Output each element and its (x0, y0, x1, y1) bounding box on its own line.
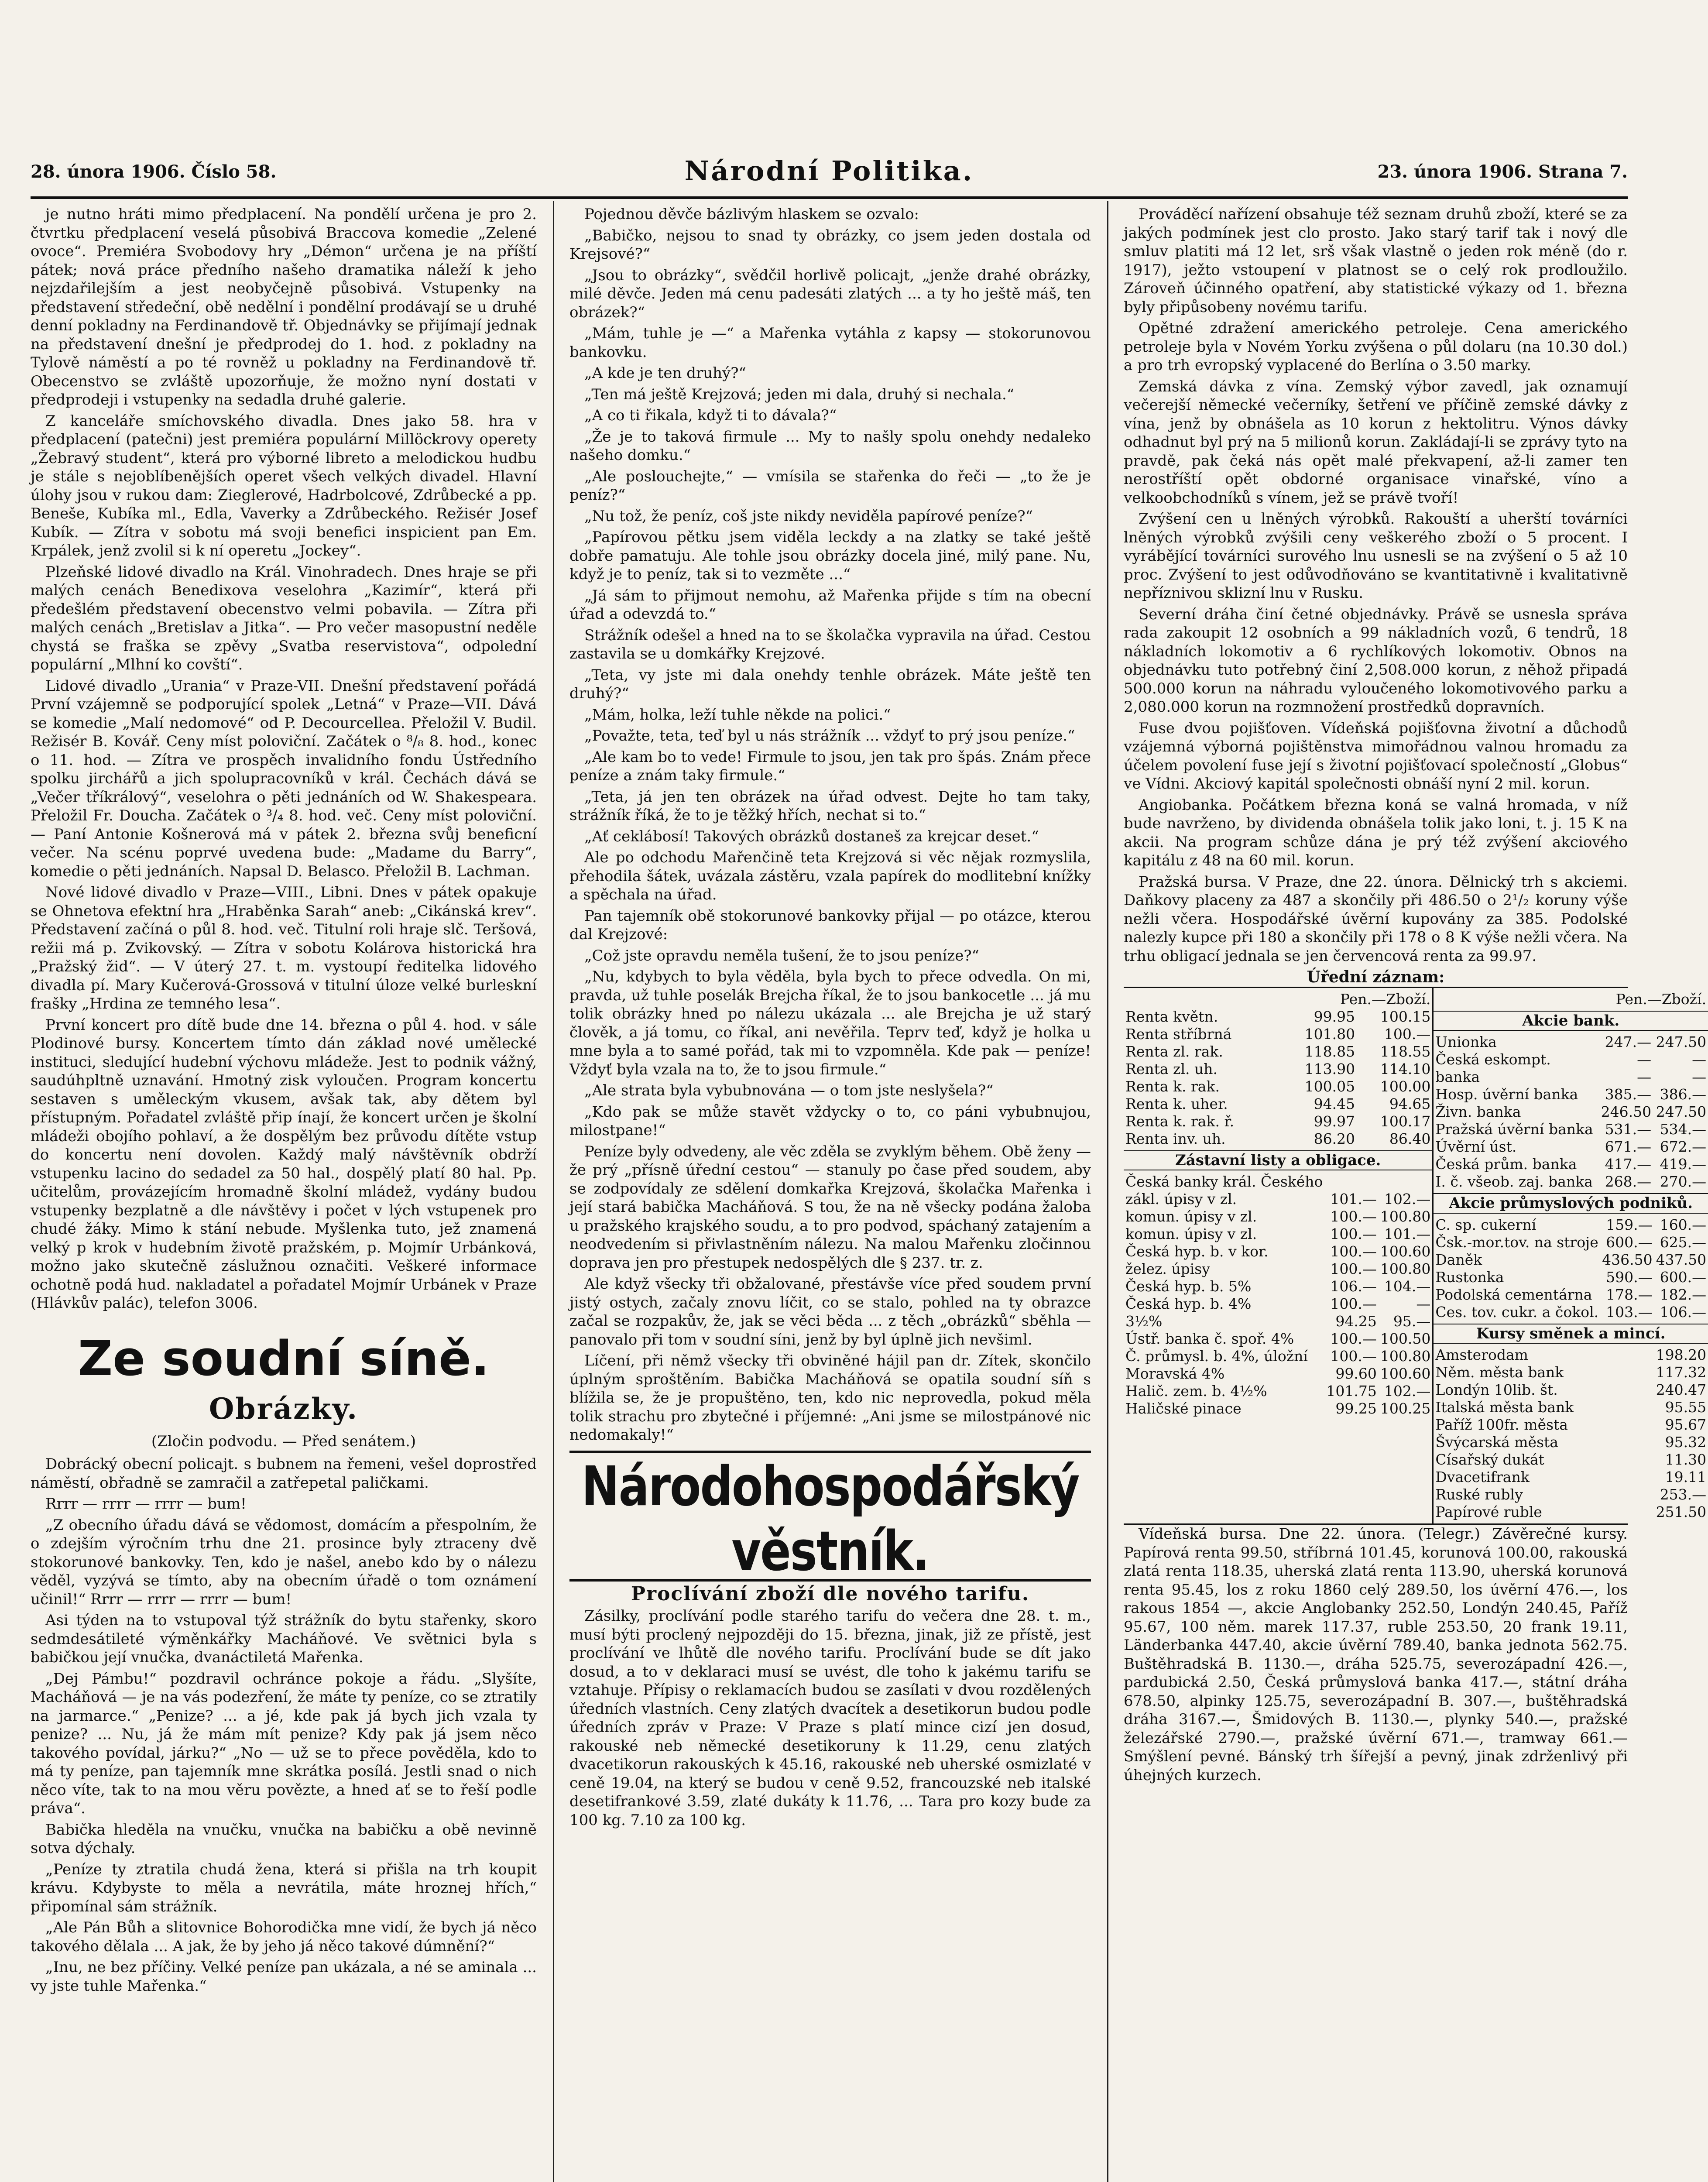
row-value: 247.— (1605, 1033, 1652, 1050)
section-rule (569, 1451, 1091, 1453)
row-value: 534.— (1660, 1121, 1707, 1138)
row-value: 104.— (1384, 1278, 1431, 1295)
table-row (1124, 1295, 1432, 1313)
exchange-table (1434, 1346, 1708, 1521)
row-value: 100.15 (1380, 1008, 1431, 1025)
bank-table (1434, 1033, 1708, 1190)
row-value: 100.— (1330, 1260, 1377, 1277)
row-value: 270.— (1660, 1173, 1707, 1190)
row-value: 86.40 (1389, 1130, 1431, 1147)
row-value: 178.— (1606, 1286, 1653, 1303)
table-row (1124, 1330, 1432, 1348)
row-value: 182.— (1660, 1286, 1707, 1303)
table-row (1124, 1278, 1432, 1295)
row-value: 118.85 (1304, 1043, 1355, 1060)
row-label: Moravská 4% (1125, 1365, 1225, 1382)
article-paragraph: „A kde je ten druhý?“ (584, 364, 746, 382)
article-paragraph: Babička hleděla na vnučku, vnučka na babičku a obě nevinně sotva dýchaly. (31, 1821, 537, 1857)
table-row (1124, 1026, 1432, 1043)
table-row (1434, 1286, 1708, 1304)
column-2 (569, 205, 1091, 2182)
article-paragraph: Nové lidové divadlo v Praze—VIII., Libni. Dnes v pátek opakuje se Ohnetova efektní hra „Hraběnka Sarah“ aneb: „Cikánská krev“. Představení začíná o půl 8. hod. več. Titulní roli hraje slč. Teršová, režii má p. Zvikovský. — Zítra v sobotu Kolárova historická hra „Pražský žid“. — V úterý 27. t. m. vystoupí ředitelka lidového divadla pí. Mary Kučerová-Grossová v titulní úloze velké burleskní frašky „Hrdina ze temného lesa“. (31, 884, 537, 1012)
row-value (1379, 1173, 1432, 1190)
article-paragraph: Zemská dávka z vína. Zemský výbor zavedl, jak oznamují večerejší německé večerníky, šetření ve příčině zemské dávky z vína, jenž by obnášela as 10 korun z hektolitru. Výnos dávky odhadnut byl prý na 5 milionů korun. Zakládají-li se zprávy tyto na pravdě, pak čeká nás opět malé překvapení, až-li zamer ten nerostříští opět obdorné organisace vinařské, víno a velkoobchodníků s vínem, jež se právě tvoří! (1124, 377, 1628, 507)
row-label: Česká eskompt. (1435, 1051, 1551, 1068)
article-paragraph: „Což jste opravdu neměla tušení, že to jsou peníze?“ (584, 947, 979, 964)
row-value: 100.80 (1380, 1260, 1431, 1277)
article-title: Obrázky. (209, 1391, 359, 1426)
column-rule (1107, 201, 1108, 2182)
row-label: Hosp. úvěrní banka (1435, 1086, 1578, 1103)
row-label: 3½% (1125, 1313, 1163, 1330)
row-label: Daněk (1435, 1251, 1482, 1268)
row-label: Česká prům. banka (1435, 1156, 1577, 1173)
article-paragraph: „Nu tož, že peníz, coš jste nikdy neviděla papírové peníze?“ (584, 507, 1033, 525)
row-value: 100.25 (1380, 1400, 1431, 1417)
row-value: 531.— (1605, 1121, 1652, 1138)
table-row (1434, 1399, 1708, 1416)
row-value: 671.— (1605, 1138, 1652, 1155)
row-value: 101.— (1384, 1225, 1431, 1242)
table-subheading: Akcie bank. (1434, 1011, 1708, 1031)
article-paragraph: Vídeňská bursa. Dne 22. února. (Telegr.) Závěrečné kursy. Papírová renta 99.50, stříbrná 101.45, korunová 100.00, rakouská zlatá renta 118.35, uherská zlatá renta 113.90, uherská korunová renta 95.45, los z roku 1860 celý 289.50, los úvěrní 476.—, los rakous 1854 —, akcie Anglobanky 252.50, Londýn 240.45, Paříž 95.67, 100 něm. marek 117.37, ruble 253.50, 20 frank 19.11, Länderbanka 447.40, akcie úvěrní 789.40, banka jednota 562.75. Buštěhradská B. 1130.—, dráha 525.75, severozápadní 426.—, pardubická 2.50, Česká průmyslová banka 417.—, státní dráha 678.50, alpinky 125.75, severozápadní B. 307.—, buštěhradská dráha 3167.—, Šmidových B. 1130.—, plynky 540.—, pražské železářské 2790.—, pražské úvěrní 671.—, tramway 661.— Smýšlení pevné. Bánský trh šířejší a pevný, jinak zdrženlivý při úhejných kurzech. (1124, 1525, 1628, 1784)
table-row (1124, 1225, 1432, 1243)
article-paragraph: „Považte, teta, teď byl u nás strážník ... vždyť to prý jsou peníze.“ (584, 727, 1075, 744)
row-value: 100.— (1384, 1025, 1431, 1043)
article-paragraph: „Kdo pak se může stavět vždycky o to, co páni vybubnujou, milostpane!“ (569, 1103, 1091, 1139)
article-paragraph: Ale po odchodu Mařenčině teta Krejzová si věc nějak rozmyslila, přehodila šátek, uvázala zástěru, vzala papírek do modlitební knížky a spěchala na úřad. (569, 849, 1091, 903)
section-heading: Národohospodářský věstník. (581, 1454, 1079, 1583)
issue-date-left: 28. února 1906. Číslo 58. (31, 161, 277, 182)
row-label: Rustonka (1435, 1268, 1504, 1286)
article-paragraph: Asi týden na to vstupoval týž strážník do bytu stařenky, skoro sedmdesátileté výměnkářky Macháňové. Ve světnici byla s babičkou její vnučka, dvanáctiletá Mařenka. (31, 1612, 537, 1666)
table-row (1124, 1348, 1432, 1365)
article-paragraph: Fuse dvou pojišťoven. Vídeňská pojišťovna životní a důchodů vzájemná výborná pojištěnstva mimořádnou valnou hromadu za účelem povolení fuse její s životní pojišťovací společností „Globus“ ve Vídni. Akciový kapitál společnosti obnáší nyní 2 mil. korun. (1124, 719, 1628, 793)
table-row (1124, 1113, 1432, 1130)
page-header (31, 148, 1628, 199)
article-paragraph: Líčení, při němž všecky tři obviněné hájil pan dr. Zítek, skončilo úplným sproštěním. Babička Macháňová se opatila soudní síň s blížila se, že je propuštěno, ten, kdo nic neprovedla, pokud měla tolik strachu pro zbytečné i příjemné: „Ani jsme se milostpánové nic nedomakaly!“ (569, 1352, 1091, 1444)
row-value: 99.60 (1335, 1365, 1377, 1382)
article-paragraph: „Ale Pán Bůh a slitovnice Bohorodička mne vidí, že bych já něco takového dělala ... A jak, že by jeho já něco takové dúmnění?“ (31, 1919, 537, 1955)
table-row (1434, 1156, 1708, 1173)
table-row (1124, 1130, 1432, 1148)
table-header: Pen.—Zboží. (1340, 990, 1431, 1008)
row-label: Česká hyp. b. 5% (1125, 1278, 1252, 1295)
article-paragraph: „Ať ceklábosí! Takových obrázků dostaneš za krejcar deset.“ (584, 827, 1039, 845)
row-value: 437.50 (1656, 1251, 1707, 1268)
article-paragraph: „Ale poslouchejte,“ — vmísila se stařenka do řeči — „to že je peníz?“ (569, 467, 1091, 504)
row-value: 86.20 (1314, 1130, 1355, 1147)
table-row (1434, 1416, 1708, 1434)
row-label: Ústř. banka č. spoř. 4% (1125, 1330, 1294, 1347)
row-value: — (1692, 1051, 1707, 1068)
row-value: 99.95 (1314, 1008, 1355, 1025)
row-label: Amsterodam (1435, 1346, 1528, 1363)
row-label: Halič. zem. b. 4½% (1125, 1383, 1267, 1400)
row-label: Pražská úvěrní banka (1435, 1121, 1593, 1138)
table-row (1124, 1400, 1432, 1417)
table-row (1124, 1365, 1432, 1383)
row-value: 100.— (1330, 1208, 1377, 1225)
article-paragraph: Plzeňské lidové divadlo na Král. Vinohradech. Dnes hraje se při malých cenách Benedixova veselohra „Kazimír“, která při předešlém představení obecenstvo velmi pobavila. — Zítra při malých cenách „Bretislav a Jitka“. — Pro večer masopustní neděle chystá se fraška se zpěvy „Svatba reservistova“, odpolední populární „Mlhní ko covští“. (31, 563, 537, 673)
row-label: Renta květn. (1125, 1008, 1218, 1025)
table-subheading: Kursy směnek a mincí. (1434, 1324, 1708, 1344)
table-row (1124, 1383, 1432, 1400)
row-value: 106.— (1660, 1303, 1707, 1321)
row-label: Paříž 100fr. města (1435, 1416, 1568, 1433)
row-value: 101.80 (1304, 1025, 1355, 1043)
row-value: 118.55 (1380, 1043, 1431, 1060)
row-value: 94.65 (1389, 1095, 1431, 1112)
row-value: 99.97 (1314, 1112, 1355, 1130)
row-label: Ces. tov. cukr. a čokol. (1435, 1303, 1599, 1321)
row-label: Renta k. rak. (1125, 1077, 1220, 1095)
row-value: 100.— (1330, 1243, 1377, 1260)
row-value: 11.30 (1665, 1451, 1707, 1468)
issue-date-right: 23. února 1906. Strana 7. (1377, 161, 1628, 182)
row-value: 419.— (1660, 1156, 1707, 1173)
row-label: komun. úpisy v zl. (1125, 1208, 1257, 1225)
row-label: Č. průmysl. b. 4%, úložní (1125, 1348, 1308, 1365)
bank-shares-table (1434, 991, 1708, 1008)
table-row (1434, 1486, 1708, 1503)
article-paragraph: „Ten má ještě Krejzová; jeden mi dala, druhý si nechala.“ (584, 385, 1015, 403)
article-paragraph: Zvýšení cen u lněných výrobků. Rakouští a uherští továrníci lněných výrobků zvýšili ceny veškerého zboží o 5 procent. I vyrábějící továrníci surového lnu usnesli se na zvýšení o 5 až 10 proc. Zvýšení to jest odůvodňováno se kvantitativně i kvalitativně nepříznivou sklizní lnu v Rusku. (1124, 510, 1628, 602)
row-label: Renta inv. uh. (1125, 1130, 1226, 1147)
row-value: 198.20 (1656, 1346, 1707, 1363)
table-row (1434, 1251, 1708, 1269)
row-label: Česká hyp. b. v kor. (1125, 1243, 1269, 1260)
industry-table (1434, 1216, 1708, 1321)
row-value: 95.55 (1665, 1399, 1707, 1416)
row-value: 385.— (1605, 1086, 1652, 1103)
row-label: komun. úpisy v zl. (1125, 1225, 1257, 1242)
table-row (1434, 1503, 1708, 1521)
article-paragraph: „Babičko, nejsou to snad ty obrázky, co jsem jeden dostala od Krejsové?“ (569, 226, 1091, 263)
row-value: 240.47 (1656, 1381, 1707, 1398)
table-row (1434, 1138, 1708, 1156)
row-label: želez. úpisy (1125, 1260, 1210, 1277)
row-value: — (1637, 1051, 1652, 1068)
row-value: 160.— (1660, 1216, 1707, 1233)
table-row (1434, 1068, 1708, 1086)
row-value: 251.50 (1656, 1503, 1707, 1520)
row-value: 672.— (1660, 1138, 1707, 1155)
row-value: 600.— (1660, 1268, 1707, 1286)
table-row (1124, 1190, 1432, 1208)
row-value: 417.— (1605, 1156, 1652, 1173)
row-value: 103.— (1606, 1303, 1653, 1321)
table-row (1124, 1078, 1432, 1095)
row-value: 253.— (1660, 1486, 1707, 1503)
row-label: Renta stříbrná (1125, 1025, 1232, 1043)
row-label: Čsk.-mor.tov. na stroje (1435, 1233, 1598, 1251)
article-paragraph: „Já sám to přijmout nemohu, až Mařenka přijde s tím na obecní úřad a odevzdá to.“ (569, 587, 1091, 623)
row-label: Renta zl. rak. (1125, 1043, 1223, 1060)
table-row (1124, 1008, 1432, 1026)
table-subheading: Akcie průmyslových podniků. (1434, 1193, 1708, 1214)
row-value: 95.67 (1665, 1416, 1707, 1433)
row-value: 100.60 (1380, 1365, 1431, 1382)
row-label: Renta zl. uh. (1125, 1060, 1218, 1077)
table-row (1124, 1243, 1432, 1260)
table-row (1434, 1121, 1708, 1138)
row-value: 100.— (1330, 1348, 1377, 1365)
row-value: 386.— (1660, 1086, 1707, 1103)
table-row (1434, 1381, 1708, 1399)
row-value: 100.50 (1380, 1330, 1431, 1347)
table-row (1434, 1103, 1708, 1121)
row-value: 159.— (1606, 1216, 1653, 1233)
column-1 (31, 205, 537, 2182)
article-paragraph: „Že je to taková firmule ... My to našly spolu onehdy nedaleko našeho domku.“ (569, 428, 1091, 464)
row-value: 247.50 (1656, 1103, 1707, 1120)
row-label: Něm. města bank (1435, 1364, 1564, 1381)
article-paragraph: „Inu, ne bez příčiny. Velké peníze pan ukázala, a né se aminala ... vy jste tuhle Mařenka.“ (31, 1959, 537, 1995)
row-value: — (1416, 1295, 1431, 1312)
row-label: Italská města bank (1435, 1399, 1574, 1416)
row-value: — (1692, 1068, 1707, 1085)
table-row (1124, 1313, 1432, 1330)
row-value: 100.— (1330, 1295, 1377, 1312)
row-label: zákl. úpisy v zl. (1125, 1190, 1237, 1208)
article-paragraph: Zásilky, proclívání podle starého tarifu do večera dne 28. t. m., musí býti proclený nejpozději do 15. března, jinak, již ze přístě, jest proclívání ve lhůtě dle nového tarifu. Proclívání bude se dít jako dosud, a to v deklaraci musí se uvést, dle toho k jakému tarifu se vztahuje. Přípisy o reklamacích budou se zasílati v dvou rozdělených úředních vlastních. Ceny zlatých dvacítek a desetikorun budou podle úředních zpráv v Praze: V Praze s platí mince cizí jen dosud, rakouské neb německé desetikoruny k 11.29, cenu zlatých dvacetikorun rakouských k 45.16, rakouské neb uherské osmizlaté v ceně 19.04, na který se budou v ceně 9.52, francouzské neb italské desetifrankové 3.59, zlaté dukáty k 11.76, ... Tara pro kozy bude za 100 kg. 7.10 za 100 kg. (569, 1607, 1091, 1829)
row-value: 94.25 (1335, 1313, 1377, 1330)
row-value: 106.— (1330, 1278, 1377, 1295)
row-label: Švýcarská města (1435, 1434, 1558, 1451)
row-value: 100.— (1330, 1225, 1377, 1242)
row-value: 102.— (1384, 1190, 1431, 1208)
quote-table-title: Úřední záznam: (1307, 968, 1445, 986)
column-rule (553, 201, 554, 2182)
article-paragraph: Prováděcí nařízení obsahuje též seznam druhů zboží, které se za jakých podmínek jest clo prosto. Jako starý tarif tak i nový dle smluv platiti má 12 let, srš však vlastně o jeden rok méně (do r. 1917), ježto vstoupení v platnost se o celý rok prodloužilo. Zároveň účinného opatření, aby statistické výkazy od 1. března byly připůsobeny novému tarifu. (1124, 206, 1628, 316)
row-value: 246.50 (1601, 1103, 1652, 1120)
row-value: 95.32 (1665, 1434, 1707, 1451)
row-label: Dvacetifrank (1435, 1468, 1530, 1486)
article-paragraph: První koncert pro dítě bude dne 14. března o půl 4. hod. v sále Plodinové bursy. Koncertem tímto dán základ nové umělecké instituci, sledující hudební výchovu mládeže. Jest to podnik vážný, saudúhpltně uznavání. Hmotný zisk vyloučen. Program koncertu sestaven s uměleckým vkusem, avšak tak, aby dětem byl přístupným. Pořadatel zvláště přip ínají, že koncert určen je školní mládeži obojího pohlaví, a že dospělým bez průvodu dítěte vstup do koncertu není dovolen. Každý malý návštěvník obdrží vstupenku lacino do sedadel za 50 hal., dospělý platí 80 hal. Pp. učitelům, provázejícím hromadně školní mládež, vydány budou vstupenky bezplatně a dle návštěvy i počet v lých vstupenek pro chudé žáky. Mimo k stání nebude. Myšlenka tuto, jež znamená velký p krok v hudebním životě pražském, p. Mojmír Urbánková, možno jako skutečně záslužnou označiti. Veškeré informace ochotně podá hud. nakladatel a pořadatel Mojmír Urbánek v Praze (Hlávkův palác), telefon 3006. (31, 1016, 537, 1312)
table-row (1434, 1269, 1708, 1286)
article-paragraph: Peníze byly odvedeny, ale věc zděla se zvyklým během. Obě ženy — že prý „přísně úřední cestou“ — stanuly po čase před soudem, aby se zodpovídaly ze sdělení domkařka Krejzová, školačka Mařenka i její stará babička Macháňová. S tou, že na ně všecky podána žaloba u pražského krajského soudu, a to pro podvod, spáchaný zatajením a neodvedením si přivlastněním nálezu. Na malou Mařenku zločinnou doprava jen pro přestupek nedospělých dle § 237. tr. z. (569, 1142, 1091, 1272)
table-row (1434, 1234, 1708, 1251)
row-value: 113.90 (1304, 1060, 1355, 1077)
row-label: Papírové ruble (1435, 1503, 1542, 1520)
row-value: 19.11 (1665, 1468, 1707, 1486)
quote-table (1124, 987, 1707, 1525)
article-paragraph: „Papírovou pětku jsem viděla leckdy a na zlatky se také ještě dobře pamatuju. Ale tohle jsou obrázky docela jiné, milý pane. Nu, když je to peníz, tak si to vezměte ...“ (569, 528, 1091, 583)
row-label: C. sp. cukerní (1435, 1216, 1537, 1233)
row-label: Podolská cementárna (1435, 1286, 1592, 1303)
article-paragraph: „Peníze ty ztratila chudá žena, která si přišla na trh koupit krávu. Kdybyste to měla a nevrátila, máte hroznej hřích,“ připomínal sám strážník. (31, 1860, 537, 1915)
table-row (1434, 1086, 1708, 1103)
masthead: Národní Politika. (684, 155, 974, 187)
row-label: Česká hyp. b. 4% (1125, 1295, 1252, 1312)
quote-table-right (1434, 988, 1708, 1524)
article-paragraph: Rrrr — rrrr — rrrr — bum! (45, 1495, 247, 1513)
row-label: Renta k. rak. ř. (1125, 1112, 1235, 1130)
row-value: 100.05 (1304, 1077, 1355, 1095)
quote-table-left (1124, 988, 1434, 1524)
row-value: 100.60 (1380, 1243, 1431, 1260)
row-label: Unionka (1435, 1033, 1497, 1050)
row-value: 590.— (1606, 1268, 1653, 1286)
table-row (1434, 1216, 1708, 1234)
row-value: 100.80 (1380, 1348, 1431, 1365)
article-paragraph: „A co ti řikala, když ti to dávala?“ (584, 407, 837, 424)
table-row (1124, 1095, 1432, 1113)
row-label: Londýn 10lib. št. (1435, 1381, 1558, 1398)
row-value: 114.10 (1380, 1060, 1431, 1077)
row-label: banka (1435, 1068, 1480, 1085)
row-value: 268.— (1605, 1173, 1652, 1190)
article-paragraph: Strážník odešel a hned na to se školačka vypravila na úřad. Cestou zastavila se u domkářky Krejzové. (569, 626, 1091, 662)
article-paragraph: Pan tajemník obě stokorunové bankovky přijal — po otázce, kterou dal Krejzové: (569, 907, 1091, 943)
article-paragraph: Severní dráha činí četné objednávky. Právě se usnesla správa rada zakoupit 12 osobních a 99 nákladních vozů, 6 tendrů, 18 nákladních lokomotiv a 6 rychlíkových lokomotiv. Obnos na objednávku tuto potřebný činí 2,508.000 korun, z něhož připadá 500.000 korun na náhradu vyloučeného lokomotivového parku a 2,080.000 korun na rozmnožení prostředků dopravních. (1124, 605, 1628, 716)
article-paragraph: „Mám, holka, leží tuhle někde na polici.“ (584, 706, 891, 724)
row-value: 436.50 (1602, 1251, 1653, 1268)
table-row (1434, 1051, 1708, 1068)
rent-table (1124, 991, 1432, 1148)
table-row (1124, 1060, 1432, 1078)
table-row (1434, 1033, 1708, 1051)
row-value (1324, 1173, 1378, 1190)
article-paragraph: Pražská bursa. V Praze, dne 22. února. Dělnický trh s akciemi. Daňkovy placeny za 487 a skončily při 486.50 o 2¹/₂ koruny výše nežli včera. Hospodářské úvěrní kupovány za 385. Podolské nalezly kupce při 180 a skončily při 178 o 8 K výše nežli včera. Na trhu obligací jednala se jen červencová renta za 99.97. (1124, 873, 1628, 965)
table-row (1434, 1346, 1708, 1364)
article-paragraph: „Z obecního úřadu dává se vědomost, domácím a přespolním, že o zdejším výročním trhu dne 21. prosince byly ztraceny dvě stokorunové bankovky. Ten, kdo je našel, anebo kdo by o nálezu věděl, vyzývá se tímto, aby na obecním úřadě o tom oznámení učinil!“ Rrrr — rrrr — rrrr — bum! (31, 1516, 537, 1608)
table-row (1434, 1304, 1708, 1321)
table-row (1124, 1260, 1432, 1278)
article-paragraph: „Ale kam bo to vede! Firmule to jsou, jen tak pro špás. Znám přece peníze a znám taky firmule.“ (569, 748, 1091, 784)
table-row (1124, 1043, 1432, 1060)
table-row (1434, 1173, 1708, 1190)
row-value: 101.75 (1326, 1383, 1377, 1400)
article-paragraph: „Mám, tuhle je —“ a Mařenka vytáhla z kapsy — stokorunovou bankovku. (569, 325, 1091, 361)
article-paragraph: Angiobanka. Počátkem března koná se valná hromada, v níž bude navrženo, by dividenda obnášela tolik jako loni, t. j. 15 K na akcii. Na program schůze dána je prý též zvýšení akciového kapitálu z 48 na 60 mil. korun. (1124, 796, 1628, 869)
row-value: 600.— (1606, 1233, 1653, 1251)
row-value: 99.25 (1335, 1400, 1377, 1417)
row-label: Úvěrní úst. (1435, 1138, 1517, 1155)
row-value: 117.32 (1656, 1364, 1707, 1381)
article-paragraph: Dobrácký obecní policajt. s bubnem na řemeni, vešel doprostřed náměstí, obřadně se zamračil a zatřepetal paličkami. (31, 1455, 537, 1492)
article-paragraph: „Nu, kdybych to byla věděla, byla bych to přece odvedla. On mi, pravda, už tuhle poselák Brejcha říkal, že to jsou bankocetle ... já mu tolik obrázky hned po nálezu ukázala ... ale Brejcha je už starý člověk, a já tomu, co říkal, ani nevěřila. Teprv teď, když je holka u mne byla a to samé pořád, tak mi to vzpomněla. Kde pak — peníze! Vždyť byla vzala na to, že to jsou firmule.“ (569, 968, 1091, 1078)
row-value: 247.50 (1656, 1033, 1707, 1050)
row-label: Živn. banka (1435, 1103, 1521, 1120)
row-value: — (1637, 1068, 1652, 1085)
row-value: 100.— (1330, 1330, 1377, 1347)
article-paragraph: Pojednou děvče bázlivým hlaskem se ozvalo: (584, 206, 919, 223)
article-paragraph: Lidové divadlo „Urania“ v Praze-VII. Dnešní představení pořádá První vzájemně se podporující spolek „Letná“ v Praze—VII. Dává se komedie „Malí nedomové“ od P. Decourcellea. Přeložil V. Budil. Režisér B. Kovář. Ceny míst poloviční. Začátek o ⁸/₈ 8. hod., konec o 11. hod. — Zítra ve prospěch invalidního fondu Ústředního spolku jirchářů a jich spolupracovníků v král. Čechách dává se „Večer tříkrálový“, veselohra o pěti jednáních od W. Shakespeara. Přeložil Fr. Doucha. Začátek o ³/₄ 8. hod. več. Ceny míst poloviční. — Paní Antonie Košnerová má v pátek 2. března svůj beneficní večer. Na scénu poprvé uvedena bude: „Madame du Barry“, komedie o pěti jednáních. Napsal D. Belasco. Přeložil B. Lachman. (31, 677, 537, 880)
article-paragraph: Opětné zdražení amerického petroleje. Cena amerického petroleje byla v Novém Yorku zvýšena o půl dolaru (na 10.30 dol.) a pro trh evropský vyplacené do Berlína o 3.50 marky. (1124, 319, 1628, 374)
row-label: Císařský dukát (1435, 1451, 1544, 1468)
newspaper-page (31, 148, 1707, 2182)
row-value: 102.— (1384, 1383, 1431, 1400)
row-label: I. č. všeob. zaj. banka (1435, 1173, 1593, 1190)
article-paragraph: Z kanceláře smíchovského divadla. Dnes jako 58. hra v předplacení (patečni) jest premiéra populární Millöckrovy operety „Žebravý student“, která pro výborné libreto a melodickou hudbu je stále s nejoblíbenějších operet všech velkých divadel. Hlavní úlohy jsou v rukou dam: Zieglerové, Hadrbolcové, Zdrůbecké a pp. Beneše, Kubíka ml., Edla, Vaverky a Zdrůbeckého. Režisér Josef Kubík. — Zítra v sobotu má svoji benefici inspicient pan Em. Krpálek, jenž zvolil si k ní operetu „Jockey“. (31, 412, 537, 559)
table-row (1434, 1364, 1708, 1381)
obligation-table (1124, 1173, 1432, 1417)
table-subheading: Zástavní listy a obligace. (1124, 1150, 1432, 1171)
article-title: Proclívání zboží dle nového tarifu. (631, 1582, 1030, 1605)
article-subtitle: (Zločin podvodu. — Před senátem.) (151, 1432, 416, 1450)
row-label: Renta k. uher. (1125, 1095, 1228, 1112)
table-row (1434, 1451, 1708, 1468)
row-value: 100.00 (1380, 1077, 1431, 1095)
row-value: 95.— (1393, 1313, 1431, 1330)
table-row (1434, 1434, 1708, 1451)
row-label: Ruské rubly (1435, 1486, 1523, 1503)
article-paragraph: „Teta, vy jste mi dala onehdy tenhle obrázek. Máte ještě ten druhý?“ (569, 666, 1091, 702)
article-paragraph: „Jsou to obrázky“, svědčil horlivě policajt, „jenže drahé obrázky, milé děvče. Jeden má cenu padesáti zlatých ... a ty ho ještě máš, ten obrázek?“ (569, 266, 1091, 321)
article-paragraph: je nutno hráti mimo předplacení. Na pondělí určena je pro 2. čtvrtku předplacení veselá působivá Braccova komedie „Zelené ovoce“. Premiéra Svobodovy hry „Démon“ určena je na příští pátek; nová práce předního našeho dramatika náleží k jeho nejzdařilejším a jest neobyčejně působivá. Vstupenky na představení středeční, obě nedělní i pondělní prodávají se u druhé denní pokladny na Ferdinandově tř. Objednávky se přijímají jednak na představení dnešní je předprodej do 1. hod. z pokladny na Tylově náměstí a po té rovněž u pokladny na Ferdinandově tř. Obecenstvo se zvláště upozorňuje, že možno nyní dostati v předprodeji i vstupenky na sedadla druhé galerie. (31, 206, 537, 408)
table-row (1434, 1468, 1708, 1486)
row-value: 94.45 (1314, 1095, 1355, 1112)
table-header: Pen.—Zboží. (1615, 990, 1707, 1008)
article-paragraph: „Dej Pámbu!“ pozdravil ochránce pokoje a řádu. „Slyšíte, Macháňová — je na vás podezření, že máte ty peníze, co se ztratily na jarmarce.“ „Penize? ... a jé, kde pak já bych jich vzala ty penize? ... Nu, já že mám mít penize? Kdy pak já jsem něco takového povídal, járku?“ „No — už se to přece pověděla, kdo to má ty peníze, pan tajemník mne skrátka posílá. Jestli snad o nich něco víte, tak to na mou věru povězte, a hned ať se to řeší podle práva“. (31, 1670, 537, 1817)
row-value: 101.— (1330, 1190, 1377, 1208)
section-heading: Ze soudní síně. (78, 1330, 490, 1386)
article-paragraph: „Teta, já jen ten obrázek na úřad odvest. Dejte ho tam taky, strážník říká, že to je těžký hřích, nechat si to.“ (569, 788, 1091, 824)
row-value: 625.— (1660, 1233, 1707, 1251)
article-paragraph: „Ale strata byla vybubnována — o tom jste neslyšela?“ (584, 1082, 994, 1099)
article-paragraph: Ale když všecky tři obžalované, přestávše více před soudem první jistý ostych, začaly znovu líčit, co se stalo, pohled na ty obrazce začal se rozpakův, že, jak se věci běda ... z těch „obrázků“ sběhla — panovalo při tom v soudní síni, jenž by byl úplně jich nevšiml. (569, 1275, 1091, 1348)
row-value: 100.80 (1380, 1208, 1431, 1225)
row-value: 100.17 (1380, 1112, 1431, 1130)
column-3 (1124, 205, 1707, 2182)
table-row (1124, 1173, 1432, 1190)
row-label: Česká banky král. Českého (1125, 1173, 1323, 1190)
row-label: Haličské pinace (1125, 1400, 1242, 1417)
table-row (1124, 1208, 1432, 1225)
